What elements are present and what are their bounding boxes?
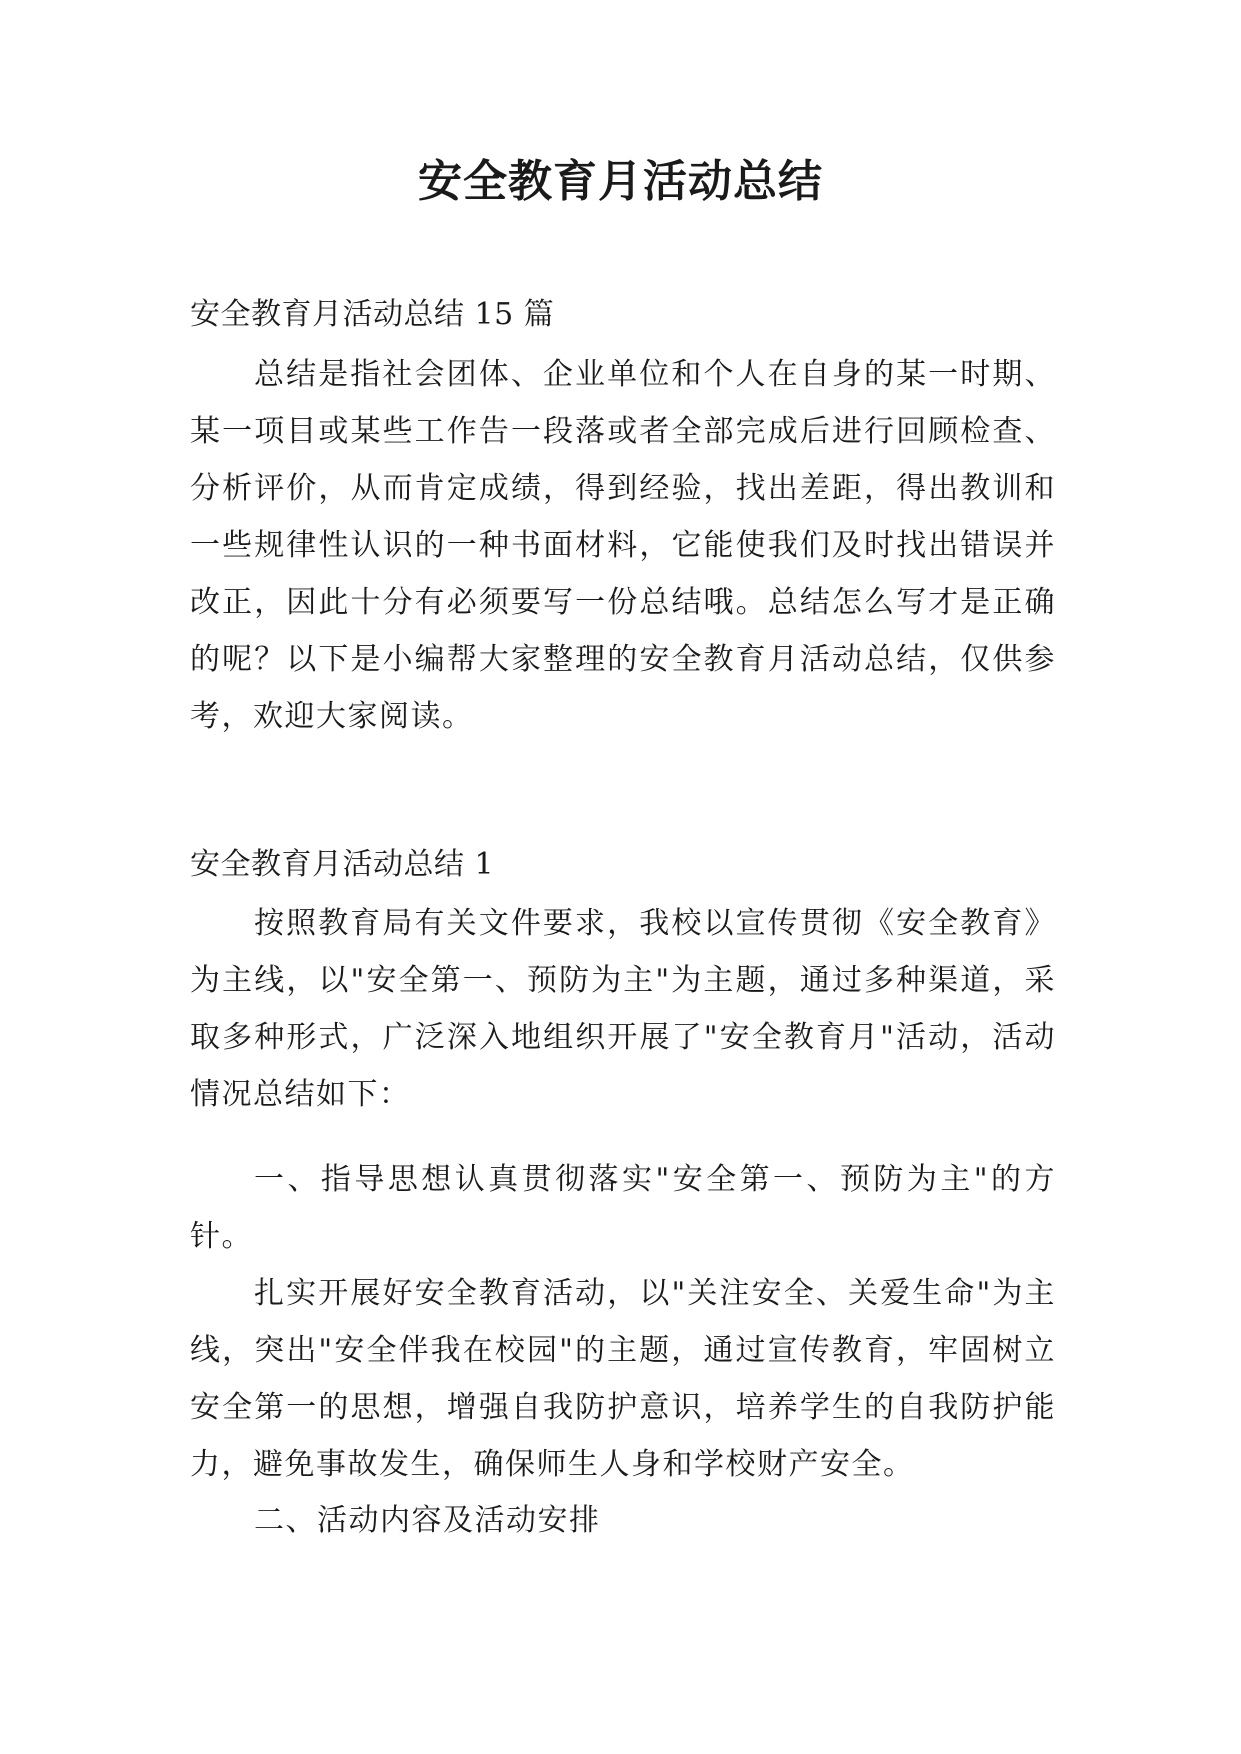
collection-heading: 安全教育月活动总结 15 篇: [190, 297, 555, 332]
body-paragraph: 二、活动内容及活动安排: [254, 1503, 601, 1538]
intro-paragraph: 总结是指社会团体、企业单位和个人在自身的某一时期、某一项目或某些工作告一段落或者全部完成后进行回顾检查、分析评价，从而肯定成绩，得到经验，找出差距，得出教训和一些规律性认识的一种书面材料，它能使我们及时找出错误并改正，因此十分有必须要写一份总结哦。总结怎么写才是正确的呢？以下是小编帮大家整理的安全教育月活动总结，仅供参考，欢迎大家阅读。: [190, 357, 1056, 734]
body-paragraph: 扎实开展好安全教育活动，以"关注安全、关爱生命"为主线，突出"安全伴我在校园"的主题，通过宣传教育，牢固树立安全第一的思想，增强自我防护意识，培养学生的自我防护能力，避免事故发生，确保师生人身和学校财产安全。: [190, 1276, 1056, 1482]
section-heading: 安全教育月活动总结 1: [190, 847, 495, 882]
body-paragraph: 一、指导思想认真贯彻落实"安全第一、预防为主"的方针。: [190, 1162, 1056, 1254]
body-paragraph: 按照教育局有关文件要求，我校以宣传贯彻《安全教育》为主线，以"安全第一、预防为主"为主题，通过多种渠道，采取多种形式，广泛深入地组织开展了"安全教育月"活动，活动情况总结如下：: [190, 906, 1056, 1112]
document-title: 安全教育月活动总结: [418, 156, 823, 207]
